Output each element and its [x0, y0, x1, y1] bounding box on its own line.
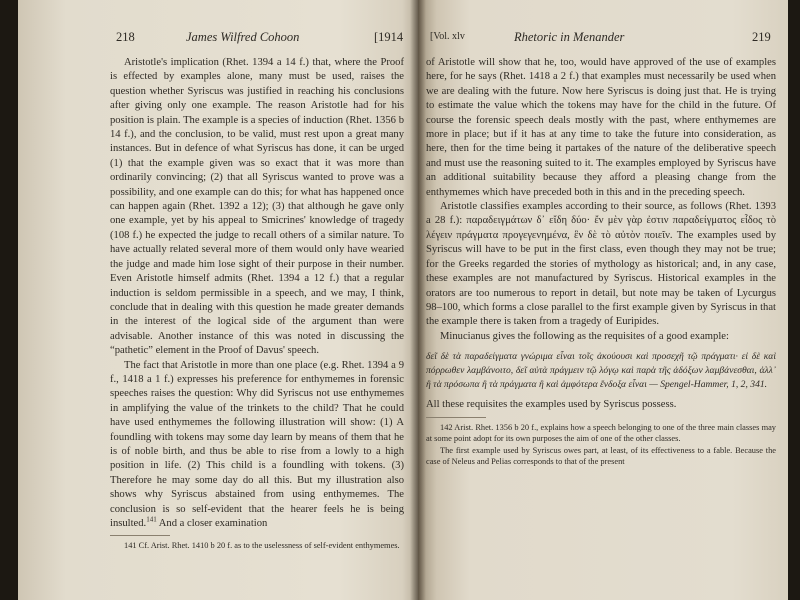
left-paragraph-2-text: The fact that Aristotle in more than one place (e.g. Rhet. 1394 a 9 f., 1418 a 1 f.) expresses his preference for enthymemes in forensic speeches raises the question: Why did Syriscus not use enthymemes in amplifying the value of the trinkets to the child? That he could have used enthymemes the following illustration will show: (1) A foundling with tokens may some day learn by means of them that he is of noble birth, and thus be able to rise from a lowly to a high position in life. (2) This child is a foundling with tokens. (3) Therefore he may some day do all this. But my illustration also shows why Syriscus abstained from using enthymemes. The conclusion is so self-evident that the hearer feels he is being insulted. — [110, 359, 404, 529]
greek-quote-text: δεῖ δὲ τὰ παραδείγματα γνώριμα εἶναι τοῖς ἀκούουσι καὶ προσεχῆ τῷ πράγματι· εἰ δὲ καὶ πόρρωθεν λαμβάνοιτο, δεῖ αὐτὰ πράγμειν τῷ λόγῳ καὶ παρὰ τῆς ἀδόξων λαμβάνεσθαι, ἀλλ᾽ ἢ τὰ πρόσωπα ἢ τὰ πράγματα ἢ καὶ ἀμφότερα ἔνδοξα εἶναι — [426, 351, 776, 391]
left-folio: 218 — [116, 30, 135, 44]
left-year: [1914 — [374, 30, 404, 44]
right-paragraph-1: of Aristotle will show that he, too, would have approved of the use of examples here, for he says (Rhet. 1418 a 2 f.) that examples must necessarily be used when we are dealing with the future. Now here Syriscus is doing just that. He is trying to estimate the value which the tokens may have for the child in the future. Of course the forensic speech deals mostly with the past, where enthymemes are more in place; but if it has at any time to take the future into consideration, as here, then for the time being it partakes of the nature of the deliberative speech and must use the reasoning suited to it. The examples employed by Syriscus have an additional suitability because they afford a pleasing change from the enthymemes which have preceded both in this and in the preceding speech. — [426, 57, 776, 198]
right-paragraph-3: Minucianus gives the following as the requisites of a good example: — [440, 330, 729, 342]
greek-quote — [426, 350, 776, 392]
left-footnote: 141 Cf. Arist. Rhet. 1410 b 20 f. as to the uselessness of self-evident enthymemes. — [124, 541, 400, 551]
left-note-ref: 141 — [146, 515, 157, 524]
left-running-title: James Wilfred Cohoon — [186, 30, 300, 44]
left-paragraph-1: Aristotle's implication (Rhet. 1394 a 14 f.) that, where the Proof is effected by examples alone, many must be used, raises the question whether Syriscus was justified in reaching his conclusions after giving only one example. The reason Aristotle had for his position is plain. The example is a species of induction (Rhet. 1356 b 14 f.), and the conclusion, to be valid, must rest upon a great many instances. But in defence of what Syriscus has done, it can be urged (1) that the example given was so exact that it was more than ordinarily convincing; (2) that all Syriscus wanted to prove was a possibility, and one example can do this; for what has happened once can happen again (Rhet. 1392 a 12); (3) that although he gave only one example, yet by his appeal to Smicrines' knowledge of tragedy (108 f.) he expected the judge to recall others of a similar nature. To have actually related several more of them would only have wearied the judge and made him lose sight of their purpose in their number. Even Aristotle himself admits (Rhet. 1394 a 12 f.) that a regular induction is seldom permissible in a speech, and we may, I think, conclude that in dealing with this question he made greater demands in the interest of the logical side of the argument than were advisable. Another instance of this was noted in discussing the “pathetic” element in the Proof of Davus' speech. — [110, 57, 404, 357]
book-gutter — [410, 0, 426, 600]
quote-source: — Spengel-Hammer, 1, 2, 341. — [649, 379, 768, 391]
right-paragraph-2: Aristotle classifies examples according to their source, as follows (Rhet. 1393 a 28 f.): παραδειγμάτων δ᾽ εἴδη δύο· ἔν μὲν γὰρ ἐστιν παραδείγματος εἶδος τὸ λέγειν πράγματα προγεγενημένα, ἓν δὲ τὸ αὐτὸν ποιεῖν. The examples used by Syriscus will have to be put in the first class, even though they may not be true; for the Greeks regarded the stories of mythology as historical; and, in any case, these examples are not manufactured by Syriscus. Historical examples in the orators are too numerous to report in detail, but note may be taken of Lycurgus 98–100, which forms a close parallel to the first example given by Syriscus in that the example there is taken from a tragedy of Euripides. — [426, 201, 776, 328]
right-text-block — [426, 56, 776, 468]
right-footnote-1: 142 Arist. Rhet. 1356 b 20 f., explains how a speech belonging to one of the three main classes may at some point adopt for its own purposes the aim of one of the other classes. — [426, 422, 776, 444]
left-paragraph-2-tail: And a closer examination — [158, 518, 268, 529]
right-page — [418, 0, 788, 600]
right-footnote-2: The first example used by Syriscus owes part, at least, of its effectiveness to a fable. Because the case of Neleus and Pelias corresponds to that of the present — [426, 445, 776, 467]
left-footnote-rule — [110, 535, 170, 536]
left-paragraph-2 — [110, 359, 404, 532]
right-folio: 219 — [752, 30, 771, 44]
right-footnote-rule — [426, 417, 486, 418]
left-text-block — [110, 56, 404, 552]
right-volume: [Vol. xlv — [430, 31, 465, 42]
right-running-title: Rhetoric in Menander — [514, 30, 625, 44]
right-closing-line: All these requisites the examples used by Syriscus possess. — [426, 399, 677, 411]
left-page — [18, 0, 418, 600]
